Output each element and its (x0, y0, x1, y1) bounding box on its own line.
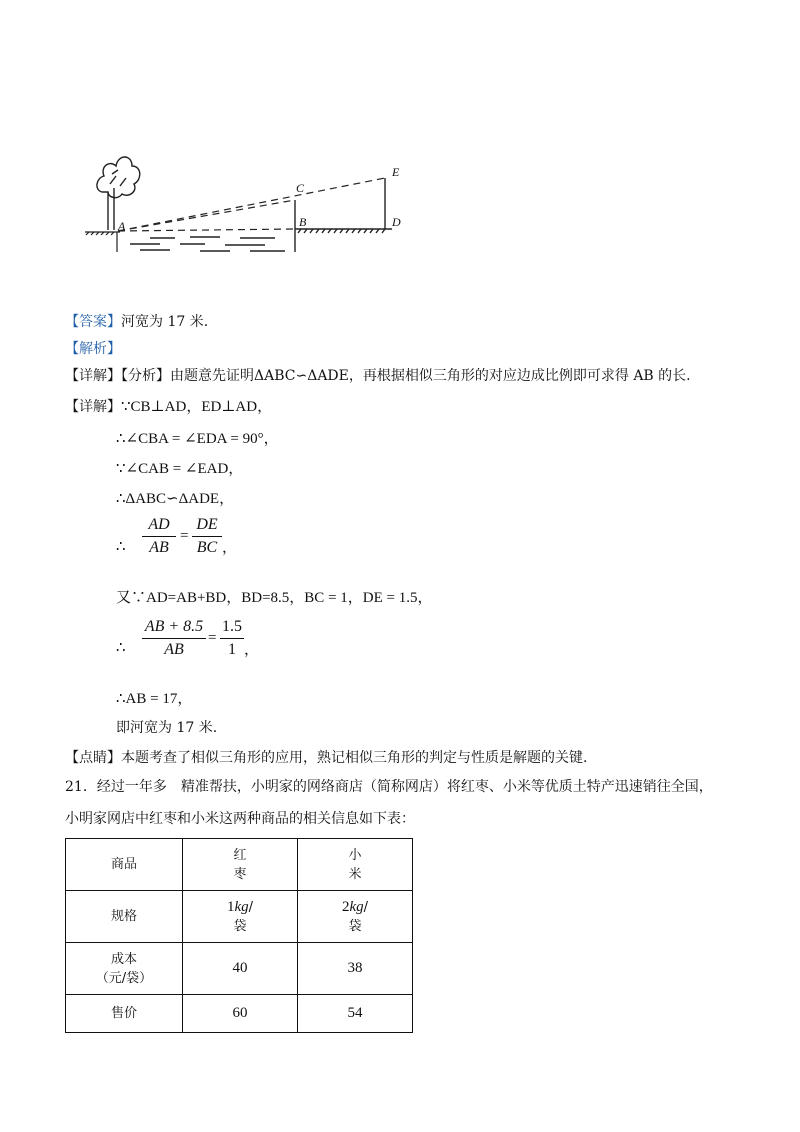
analysis-tag: 【解析】 (65, 341, 121, 357)
product-info-table (65, 838, 413, 1033)
answer-tag: 【答案】 (65, 314, 121, 330)
header-col2-char2: 米 (348, 866, 362, 882)
detail-tag: 【详解】 (65, 399, 121, 415)
analysis-line (65, 339, 121, 359)
fraction-ad-over-ab (142, 515, 176, 558)
price-col1: 60 (232, 1005, 248, 1021)
fraction-ab-plus-over-ab (142, 617, 206, 660)
point-label-d: D (392, 215, 401, 229)
table-cell (66, 839, 183, 891)
table-row (66, 943, 413, 995)
comment-line (65, 748, 587, 768)
table-row (66, 995, 413, 1033)
fraction-1-tail: ， (222, 540, 238, 556)
table-cell (66, 943, 183, 995)
detail-intro-line (65, 366, 691, 386)
detail-step-5: 又∵AD=AB+BD，BD=8.5，BC = 1，DE = 1.5， (116, 590, 433, 606)
spec-col2-bag: 袋 (348, 918, 362, 934)
header-col1-char1: 红 (233, 847, 247, 863)
detail-intro-sub-tag: 【分析】 (121, 368, 170, 384)
cost-col2: 38 (347, 960, 363, 976)
spec-col2-unit: 2kg/ (341, 898, 369, 915)
therefore-symbol-2: ∴ (116, 640, 126, 656)
table-cell (66, 891, 183, 943)
comment-tag: 【点睛】 (65, 750, 121, 766)
table-cell (183, 891, 298, 943)
table-cell (298, 839, 413, 891)
fraction-2-tail: ， (244, 642, 260, 658)
answer-line (65, 312, 208, 332)
therefore-symbol-1: ∴ (116, 539, 126, 555)
river-width-figure (80, 140, 420, 260)
point-label-b: B (299, 215, 307, 229)
spec-col1-unit: 1kg/ (226, 898, 254, 915)
detail-step-2: ∴∠CBA = ∠EDA = 90°， (116, 431, 279, 447)
price-col2: 54 (347, 1005, 363, 1021)
header-label: 商品 (110, 857, 137, 872)
table-cell (183, 839, 298, 891)
table-row (66, 891, 413, 943)
price-label: 售价 (110, 1006, 137, 1021)
fraction-numerator: 1.5 (222, 618, 242, 635)
fraction-numerator: AB + 8.5 (144, 618, 204, 635)
comment-text: 本题考查了相似三角形的应用，熟记相似三角形的判定与性质是解题的关键. (121, 750, 588, 766)
spec-label: 规格 (110, 909, 137, 924)
table-cell (183, 995, 298, 1033)
point-label-e: E (392, 165, 400, 179)
header-col1-char2: 枣 (233, 866, 247, 882)
detail-step-3: ∵∠CAB = ∠EAD， (116, 461, 244, 477)
cost-label-line1: 成本 (110, 951, 137, 967)
fraction-denominator: BC (196, 539, 218, 556)
detail-step-4: ∴ΔABC∽ΔADE， (116, 491, 235, 507)
detail-step-1: ∵CB⊥AD，ED⊥AD， (121, 399, 273, 415)
table-cell (66, 995, 183, 1033)
table-cell (298, 995, 413, 1033)
table-cell (183, 943, 298, 995)
detail-step-7: 即河宽为 17 米. (116, 720, 218, 736)
point-label-c: C (296, 181, 305, 195)
fraction-de-over-bc (192, 515, 222, 558)
fraction-1-5-over-1 (220, 617, 244, 660)
question-line-1: 21．经过一年多 精准帮扶，小明家的网络商店（简称网店）将红枣、小米等优质土特产迅速销往全国， (65, 779, 713, 795)
fraction-denominator: AB (149, 539, 169, 556)
spec-col1-bag: 袋 (233, 918, 247, 934)
detail-step-6: ∴AB = 17， (116, 691, 193, 707)
answer-text: 河宽为 17 米. (121, 314, 209, 330)
point-label-a: A (118, 219, 126, 233)
fraction-numerator: AD (148, 516, 170, 533)
table-cell (298, 891, 413, 943)
detail-intro-tag: 【详解】 (65, 368, 121, 384)
detail-line-1 (65, 397, 272, 417)
fraction-denominator: AB (164, 641, 184, 658)
cost-label-line2: （元/袋） (95, 970, 153, 986)
header-col2-char1: 小 (348, 847, 362, 863)
table-row (66, 839, 413, 891)
cost-col1: 40 (232, 960, 248, 976)
fraction-denominator: 1 (228, 641, 236, 658)
table-cell (298, 943, 413, 995)
equals-sign-2: = (208, 630, 217, 646)
question-line-2: 小明家网店中红枣和小米这两种商品的相关信息如下表： (65, 811, 415, 827)
fraction-numerator: DE (196, 516, 218, 533)
detail-intro-text: 由题意先证明ΔABC∽ΔADE，再根据相似三角形的对应边成比例即可求得 AB 的长. (170, 368, 691, 384)
equals-sign-1: = (180, 528, 189, 544)
